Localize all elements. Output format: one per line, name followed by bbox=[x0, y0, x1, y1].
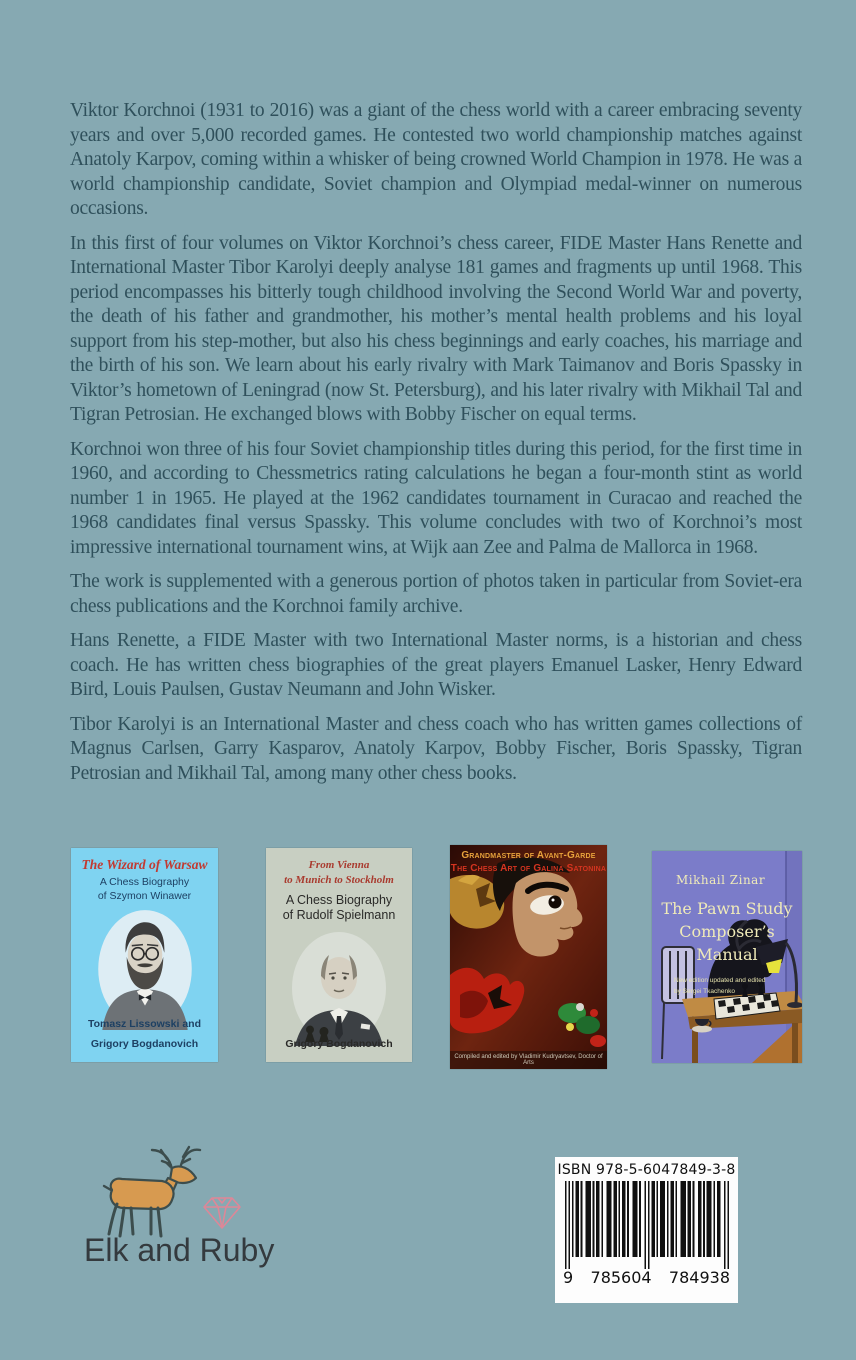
book2-title bbox=[266, 858, 412, 888]
book4-title-line2: Composer’s bbox=[679, 922, 775, 942]
isbn-digits-group2: 785604 bbox=[590, 1268, 652, 1287]
winawer-portrait-icon bbox=[94, 906, 196, 1030]
book4-title-line1: The Pawn Study bbox=[661, 899, 793, 918]
book1-subtitle-line1: A Chess Biography bbox=[99, 876, 190, 888]
book4-edition-note bbox=[674, 975, 765, 997]
blurb-text bbox=[70, 99, 802, 796]
book-cover-rudolf-spielmann bbox=[266, 848, 412, 1062]
book1-title: The Wizard of Warsaw bbox=[81, 857, 208, 872]
paragraph-volume: In this first of four volumes on Viktor Korchnoi’s chess career, FIDE Master Hans Renette and International Master Tibor Karolyi deeply analyse 181 games and fragments up until 1968. This period encompasses his bitterly tough childhood involving the Second World War and poverty, the death of his father and grandmother, his mother’s mental health problems and his loyal support from his step-mother, but also his chess beginnings and early coaches, his marriage and the birth of his son. We learn about his early rivalry with Mark Taimanov and Boris Spassky in Viktor’s hometown of Leningrad (now St. Petersburg), and his later rivalry with Mikhail Tal and Tigran Petrosian. He exchanged blows with Bobby Fischer on equal terms. bbox=[70, 232, 802, 425]
book2-title-line2: to Munich to Stockholm bbox=[284, 873, 394, 886]
book4-note-line1: New edition updated and edited bbox=[674, 977, 766, 984]
book2-author: Grigory Bogdanovich bbox=[285, 1038, 393, 1050]
isbn-digits-group1: 9 bbox=[563, 1268, 574, 1287]
ean13-barcode-icon bbox=[565, 1181, 729, 1269]
book-cover-pawn-study-manual bbox=[652, 851, 802, 1063]
isbn-digits bbox=[555, 1268, 738, 1287]
paragraph-renette: Hans Renette, a FIDE Master with two International Master norms, is a historian and chess coach. He has written chess biographies of the great players Emanuel Lasker, Henry Edward Bird, Louis Paulsen, Gustav Neumann and John Wisker. bbox=[70, 630, 802, 700]
spielmann-portrait-icon bbox=[289, 928, 389, 1046]
ruby-icon bbox=[202, 1189, 242, 1235]
book3-footer-credit: Compiled and edited by Vladimir Kudryavtsev, Doctor of Arts bbox=[454, 1054, 603, 1066]
book2-subtitle-line1: A Chess Biography bbox=[285, 892, 393, 907]
book-cover-wizard-of-warsaw bbox=[71, 848, 218, 1062]
paragraph-bio: Viktor Korchnoi (1931 to 2016) was a giant of the chess world with a career embracing seventy years and over 5,000 recorded games. He contested two world championship matches against Anatoly Karpov, coming within a whisker of being crowned World Champion in 1978. He was a world championship candidate, Soviet champion and Olympiad medal-winner on numerous occasions. bbox=[70, 100, 802, 219]
book2-subtitle-line2: of Rudolf Spielmann bbox=[282, 908, 396, 923]
elk-icon bbox=[84, 1142, 218, 1246]
book4-note-line2: by Sergei Tkachenko bbox=[674, 988, 735, 996]
book1-subtitle-line2: of Szymon Winawer bbox=[97, 889, 192, 902]
book1-authors bbox=[71, 1015, 218, 1055]
book4-title-line3: Manual bbox=[696, 945, 758, 965]
book4-title bbox=[652, 897, 802, 967]
isbn-label: ISBN 978-5-6047849-3-8 bbox=[557, 1162, 736, 1178]
publisher-name: Elk and Ruby bbox=[84, 1232, 275, 1268]
paragraph-karolyi: Tibor Karolyi is an International Master and chess coach who has written games collections of Magnus Carlsen, Garry Kasparov, Anatoly Karpov, Bobby Fischer, Boris Spassky, Tigran Petrosian and Mikhail Tal, among many other chess books. bbox=[70, 713, 802, 784]
isbn-barcode-box bbox=[555, 1157, 738, 1303]
book1-author-line2: Grigory Bogdanovich bbox=[90, 1038, 199, 1051]
paragraph-titles: Korchnoi won three of his four Soviet championship titles during this period, for the first time in 1960, and according to Chessmetrics rating calculations he began a four-month stint as world number 1 in 1965. He played at the 1962 candidates tournament in Curacao and reached the 1968 candidates final versus Spassky. This volume concludes with two of Korchnoi’s most impressive international tournament wins, at Wijk aan Zee and Palma de Mallorca in 1968. bbox=[70, 438, 802, 558]
book3-title-line1: Grandmaster of Avant-Garde bbox=[461, 850, 596, 861]
book-cover-galina-satonina bbox=[450, 845, 607, 1069]
book3-title-line2: The Chess Art of Galina Satonina bbox=[450, 863, 607, 874]
paragraph-photos: The work is supplemented with a generous portion of photos taken in particular from Soviet-era chess publications and the Korchnoi family archive. bbox=[70, 571, 802, 617]
book1-author-line1: Tomasz Lissowski and bbox=[87, 1018, 201, 1031]
book1-subtitle bbox=[71, 876, 218, 903]
isbn-digits-group3: 784938 bbox=[668, 1268, 730, 1287]
book2-title-line1: From Vienna bbox=[308, 859, 370, 871]
book4-author: Mikhail Zinar bbox=[676, 873, 766, 887]
book2-subtitle bbox=[266, 893, 412, 924]
satonina-face-art-icon bbox=[450, 845, 607, 1069]
